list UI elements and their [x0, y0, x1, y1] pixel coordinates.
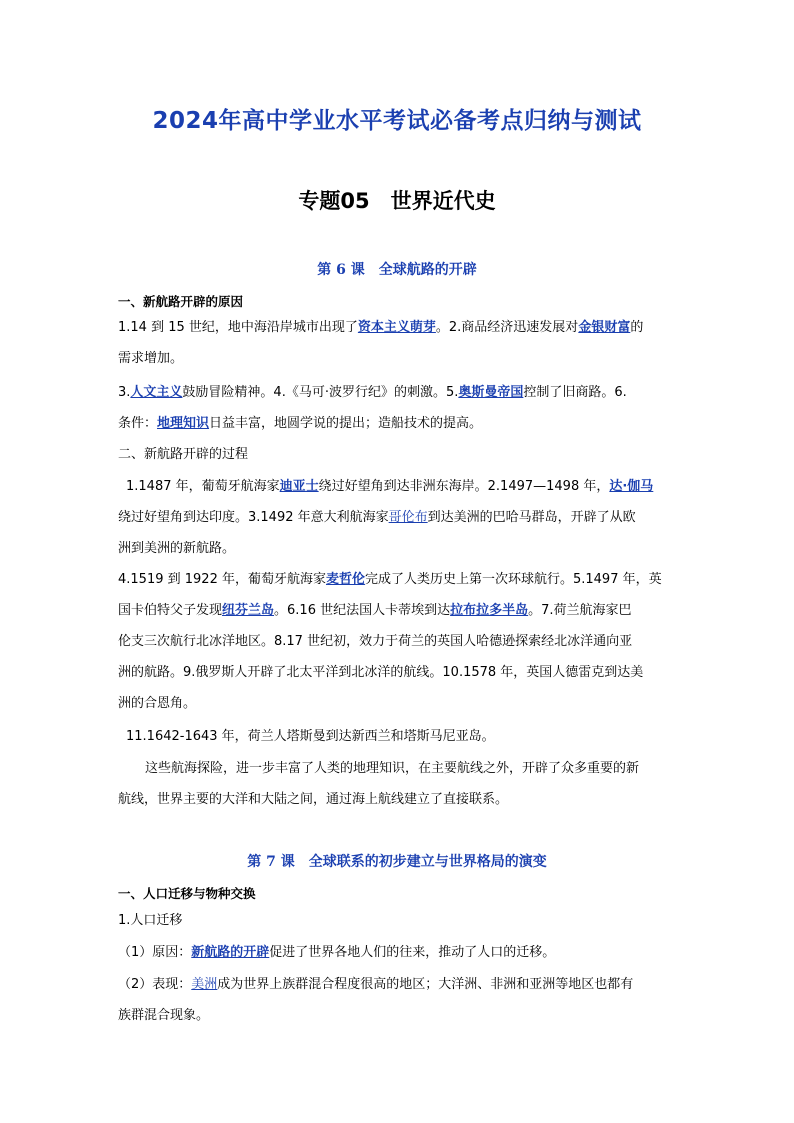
paragraph-line — [118, 943, 688, 963]
paragraph-line: 航线，世界主要的大洋和大陆之间，通过海上航线建立了直接联系。 — [118, 792, 509, 807]
keyword: 金银财富 — [578, 320, 631, 335]
text: 鼓励冒险精神。4.《马可·波罗行纪》的刺激。5. — [182, 385, 459, 400]
paragraph-line: 需求增加。 — [118, 351, 184, 366]
text: 1.14 到 15 世纪，地中海沿岸城市出现了 — [118, 320, 358, 335]
keyword: 达·伽马 — [609, 479, 654, 494]
keyword: 资本主义萌芽 — [357, 320, 436, 335]
keyword: 地理知识 — [157, 416, 210, 431]
text: 。7.荷兰航海家巴 — [528, 603, 632, 618]
keyword: 新航路的开辟 — [191, 945, 270, 960]
subsection-title: 1.人口迁移 — [118, 913, 183, 928]
paragraph-line — [118, 508, 688, 528]
text: 日益丰富，地圆学说的提出；造船技术的提高。 — [209, 416, 483, 431]
text: 3. — [118, 385, 131, 400]
keyword: 纽芬兰岛 — [222, 603, 275, 618]
section-heading-process: 二、新航路开辟的过程 — [118, 447, 249, 462]
text: 绕过好望角到达印度。3.1492 年意大利航海家 — [118, 510, 389, 525]
paragraph-line — [126, 477, 696, 497]
text: 成为世界上族群混合程度很高的地区；大洋洲、非洲和亚洲等地区也都有 — [217, 977, 634, 992]
text: 国卡伯特父子发现 — [118, 603, 223, 618]
text: 4.1519 到 1922 年，葡萄牙航海家 — [118, 572, 326, 587]
paragraph-line — [118, 975, 688, 995]
keyword: 人文主义 — [130, 385, 183, 400]
text: （2）表现： — [118, 977, 192, 992]
text: 绕过好望角到达非洲东海岸。2.1497—1498 年， — [318, 479, 610, 494]
keyword: 美洲 — [191, 977, 218, 992]
paragraph-line — [118, 383, 688, 403]
paragraph-line: 11.1642-1643 年，荷兰人塔斯曼到达新西兰和塔斯马尼亚岛。 — [126, 729, 495, 744]
paragraph-line: 族群混合现象。 — [118, 1008, 210, 1023]
section-heading-migration: 一、人口迁移与物种交换 — [118, 886, 256, 901]
text: 到达美洲的巴哈马群岛，开辟了从欧 — [427, 510, 636, 525]
paragraph-line — [118, 601, 688, 621]
paragraph-line: 伦支三次航行北冰洋地区。8.17 世纪初，效力于荷兰的英国人哈德逊探索经北冰洋通向亚 — [118, 634, 633, 649]
paragraph-line — [118, 318, 688, 338]
text: 完成了人类历史上第一次环球航行。5.1497 年，英 — [364, 572, 662, 587]
text: 控制了旧商路。6. — [523, 385, 627, 400]
paragraph-line — [118, 570, 688, 590]
text: 促进了世界各地人们的往来，推动了人口的迁移。 — [269, 945, 556, 960]
paragraph-line — [118, 414, 688, 434]
paragraph-line: 洲的航路。9.俄罗斯人开辟了北太平洋到北冰洋的航线。10.1578 年，英国人德雷克到达美 — [118, 665, 644, 680]
section-heading-reasons: 一、新航路开辟的原因 — [118, 294, 244, 309]
lesson-6-title: 第 6 课 全球航路的开辟 — [317, 262, 477, 278]
text: 。2.商品经济迅速发展对 — [435, 320, 579, 335]
text: 条件： — [118, 416, 158, 431]
paragraph-line: 洲的合恩角。 — [118, 696, 197, 711]
text: 1.1487 年，葡萄牙航海家 — [126, 479, 280, 494]
lesson-7-title: 第 7 课 全球联系的初步建立与世界格局的演变 — [247, 854, 547, 870]
text: 的 — [630, 320, 644, 335]
paragraph-line: 这些航海探险，进一步丰富了人类的地理知识，在主要航线之外，开辟了众多重要的新 — [145, 761, 640, 776]
text: （1）原因： — [118, 945, 192, 960]
paragraph-line: 洲到美洲的新航路。 — [118, 541, 236, 556]
keyword: 哥伦布 — [388, 510, 428, 525]
keyword: 迪亚士 — [279, 479, 319, 494]
text: 。6.16 世纪法国人卡蒂埃到达 — [274, 603, 451, 618]
topic-subtitle: 专题05 世界近代史 — [298, 189, 496, 213]
keyword: 奥斯曼帝国 — [458, 385, 524, 400]
keyword: 麦哲伦 — [325, 572, 365, 587]
document-title: 2024年高中学业水平考试必备考点归纳与测试 — [152, 108, 642, 134]
keyword: 拉布拉多半岛 — [450, 603, 529, 618]
